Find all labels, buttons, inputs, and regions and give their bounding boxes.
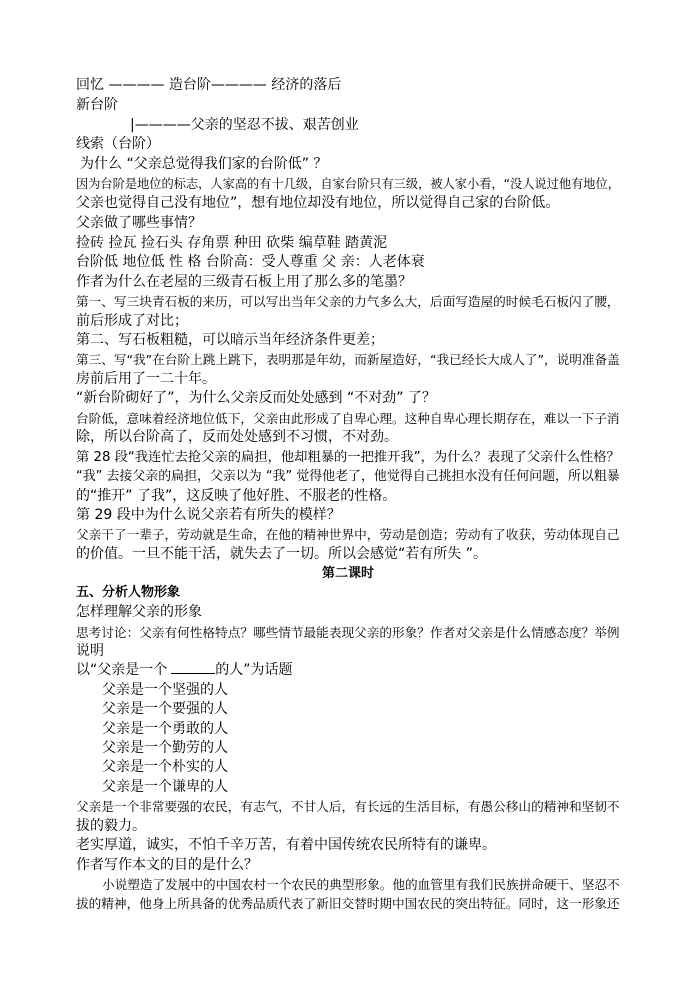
- question-line: “新台阶砌好了”，为什么父亲反而处处感到 “不对劲” 了？: [76, 390, 436, 406]
- list-item: 父亲是一个勤劳的人: [102, 740, 228, 756]
- question-line: 为什么 “父亲总觉得我们家的台阶低” ？: [80, 156, 328, 172]
- question-line: 第 29 段中为什么说父亲若有所失的模样？: [76, 507, 341, 523]
- text-line: 父亲是一个非常要强的农民，有志气，不甘人后，有长远的生活目标，有愚公移山的精神和坚韧不: [76, 799, 620, 814]
- text-line: 房前后用了一二十年。: [76, 371, 216, 387]
- topic-prefix: 以“父亲是一个: [76, 662, 168, 678]
- list-item: 父亲是一个谦卑的人: [102, 779, 228, 795]
- list-item: 父亲是一个要强的人: [102, 701, 228, 717]
- list-item: 父亲是一个勇敢的人: [102, 721, 228, 737]
- text-line: 思考讨论：父亲有何性格特点？哪些情节最能表现父亲的形象？作者对父亲是什么情感态度？举例: [76, 625, 620, 640]
- text-line: 怎样理解父亲的形象: [76, 604, 202, 620]
- text-line: 老实厚道，诚实，不怕千辛万苦，有着中国传统农民所特有的谦卑。: [76, 837, 496, 853]
- text-line: 拔的精神，他身上所具备的优秀品质代表了新旧交替时期中国农民的突出特征。同时，这一形象还: [76, 896, 620, 911]
- question-line: 父亲做了哪些事情？: [76, 215, 202, 231]
- text-line: 台阶低，意味着经济地位低下，父亲由此形成了自卑心理。这种自卑心理长期存在，难以一下子消: [76, 411, 620, 426]
- section-heading: 第二课时: [321, 566, 374, 581]
- text-line: 因为台阶是地位的标志，人家高的有十几级，自家台阶只有三级，被人家小看，“没人说过他有地位，: [76, 177, 620, 191]
- question-line: 第 28 段“我连忙去抢父亲的扁担，他却粗暴的一把推开我”，为什么？表现了父亲什么性格？: [76, 450, 620, 465]
- list-item: 父亲是一个朴实的人: [102, 759, 228, 775]
- text-line: “我” 去接父亲的扁担，父亲以为 “我” 觉得他老了，他觉得自己挑担水没有任何问题，所以粗暴: [76, 469, 620, 484]
- text-line: 父亲也觉得自己没有地位”，想有地位却没有地位，所以觉得自己家的台阶低。: [76, 195, 560, 211]
- text-line: 新台阶: [76, 97, 118, 113]
- text-line: 拔的毅力。: [76, 818, 146, 834]
- text-line: 的“推开” 了我”，这反映了他好胜、不服老的性格。: [76, 488, 397, 504]
- text-line: 的价值。一旦不能干活，就失去了一切。所以会感觉“若有所失 ”。: [76, 546, 487, 562]
- text-line: 台阶低 地位低 性 格 台阶高：受人尊重 父 亲：人老体衰: [76, 254, 425, 270]
- text-line: 回忆 ———— 造台阶———— 经济的落后: [76, 77, 342, 93]
- topic-suffix: 的人”为话题: [215, 662, 293, 678]
- section-title: 五、分析人物形象: [76, 585, 181, 600]
- blank-underline: [171, 661, 215, 674]
- question-line: 作者写作本文的目的是什么？: [76, 857, 258, 873]
- text-line: 前后形成了对比；: [76, 313, 188, 329]
- text-line: 第一、写三块青石板的来历，可以写出当年父亲的力气多么大，后面写造屋的时候毛石板闪了腰，: [76, 294, 620, 309]
- text-line: 第二、写石板粗糙，可以暗示当年经济条件更差；: [76, 332, 384, 348]
- text-line: 父亲干了一辈子，劳动就是生命，在他的精神世界中，劳动是创造；劳动有了收获，劳动体现自己: [76, 527, 620, 542]
- text-line: 除，所以台阶高了，反而处处感到不习惯，不对劲。: [76, 429, 398, 445]
- text-line: 捡砖 捡瓦 捡石头 存角票 种田 砍柴 编草鞋 踏黄泥: [76, 235, 388, 251]
- text-line: |————父亲的坚忍不拔、艰苦创业: [130, 117, 359, 133]
- text-line: 小说塑造了发展中的中国农村一个农民的典型形象。他的血管里有我们民族拼命硬干、坚忍不: [102, 877, 620, 892]
- text-line: 说明: [76, 643, 104, 659]
- question-line: 作者为什么在老屋的三级青石板上用了那么多的笔墨？: [76, 274, 412, 290]
- list-item: 父亲是一个坚强的人: [102, 682, 228, 698]
- text-line: 线索（台阶）: [76, 136, 160, 152]
- topic-line: [76, 661, 293, 681]
- text-line: 第三、写“我”在台阶上跳上跳下，表明那是年幼，而新屋造好，“我已经长大成人了”，说明准备盖: [76, 352, 620, 367]
